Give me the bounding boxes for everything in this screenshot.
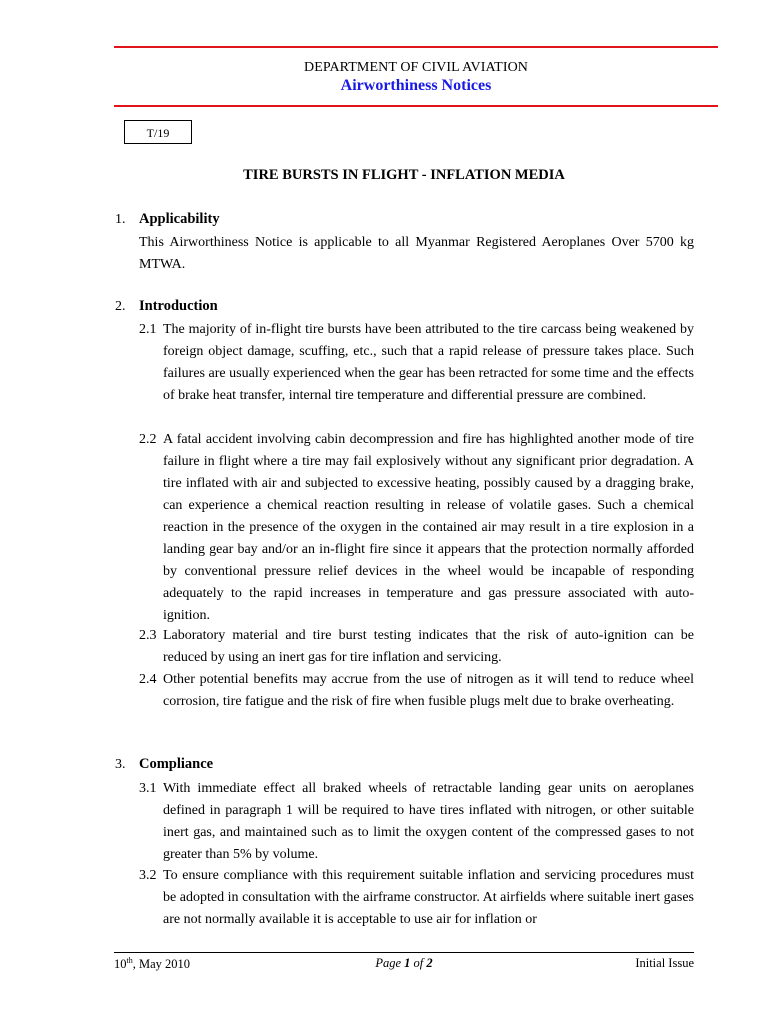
page-of: of xyxy=(413,956,424,970)
date-suffix: th xyxy=(126,956,133,965)
paragraph-2-1 xyxy=(139,319,694,407)
page-prefix: Page xyxy=(375,956,402,970)
section-heading-applicability: Applicability xyxy=(139,211,220,227)
paragraph-text: Other potential benefits may accrue from the use of nitrogen as it will tend to reduce wheel corrosion, tire fatigue and the risk of fire when fusible plugs melt due to brake overheating. xyxy=(163,672,694,709)
header-top-rule xyxy=(114,46,718,48)
paragraph-number: 3.1 xyxy=(139,781,157,796)
paragraph-text: To ensure compliance with this requirement suitable inflation and servicing procedures must be adopted in consultation with the airframe constructor. At airfields where suitable inert gases are not normally available it is acceptable to use air for inflation or xyxy=(163,868,694,927)
page-total: 2 xyxy=(426,956,433,970)
paragraph-2-3 xyxy=(139,625,694,669)
paragraph-2-2 xyxy=(139,429,694,627)
applicability-text: This Airworthiness Notice is applicable to all Myanmar Registered Aeroplanes Over 5700 kg MTWA. xyxy=(139,235,694,272)
paragraph-text: The majority of in-flight tire bursts have been attributed to the tire carcass being weakened by foreign object damage, scuffing, etc., such that a rapid release of pressure takes place. Such failures are usually experienced when the gear has been retracted for some time and the effects of brake heat transfer, internal tire temperature and differential pressure are combined. xyxy=(163,322,694,403)
notices-subtitle: Airworthiness Notices xyxy=(340,77,492,94)
date-rest: , May 2010 xyxy=(132,957,191,972)
header-bottom-rule xyxy=(114,105,718,107)
reference-box: T/19 xyxy=(124,120,192,144)
document-title: TIRE BURSTS IN FLIGHT - INFLATION MEDIA xyxy=(243,167,565,183)
date-day: 10 xyxy=(114,957,127,972)
section-number: 1. xyxy=(115,212,126,227)
footer-rule xyxy=(114,952,694,953)
section-number: 2. xyxy=(115,299,126,314)
paragraph-text: A fatal accident involving cabin decompression and fire has highlighted another mode of tire failure in flight where a tire may fail explosively without any significant prior degradation. A tire inflated with air and subjected to excessive heating, possibly caused by a dragging brake, can experience a chemical reaction resulting in release of volatile gases. Such a chemical reaction in the presence of the oxygen in the contained air may result in a tire explosion in a landing gear bay and/or an in-flight fire since it appears that the protection normally afforded by conventional pressure relief devices in the wheel would be incapable of responding adequately to the rapid increases in temperature and gas pressure associated with auto-ignition. xyxy=(163,432,694,623)
issue-label: Initial Issue xyxy=(635,956,694,970)
page-current: 1 xyxy=(404,956,411,970)
paragraph-text: With immediate effect all braked wheels of retractable landing gear units on aeroplanes defined in paragraph 1 will be required to have tires inflated with nitrogen, or other suitable inert gas, and maintained such as to limit the oxygen content of the compressed gases to not greater than 5% by volume. xyxy=(163,781,694,862)
paragraph-number: 2.3 xyxy=(139,628,157,643)
paragraph-3-1 xyxy=(139,778,694,866)
department-name: DEPARTMENT OF CIVIL AVIATION xyxy=(303,60,529,75)
paragraph-2-4 xyxy=(139,669,694,713)
paragraph-number: 3.2 xyxy=(139,868,157,883)
section-number: 3. xyxy=(115,757,126,772)
paragraph-3-2 xyxy=(139,865,694,931)
paragraph-number: 2.4 xyxy=(139,672,157,687)
paragraph-number: 2.1 xyxy=(139,322,157,337)
paragraph-text: Laboratory material and tire burst testing indicates that the risk of auto-ignition can be reduced by using an inert gas for tire inflation and servicing. xyxy=(163,628,694,665)
paragraph-number: 2.2 xyxy=(139,432,157,447)
page-indicator xyxy=(114,956,694,971)
section-heading-introduction: Introduction xyxy=(139,298,218,314)
section-heading-compliance: Compliance xyxy=(139,756,214,772)
